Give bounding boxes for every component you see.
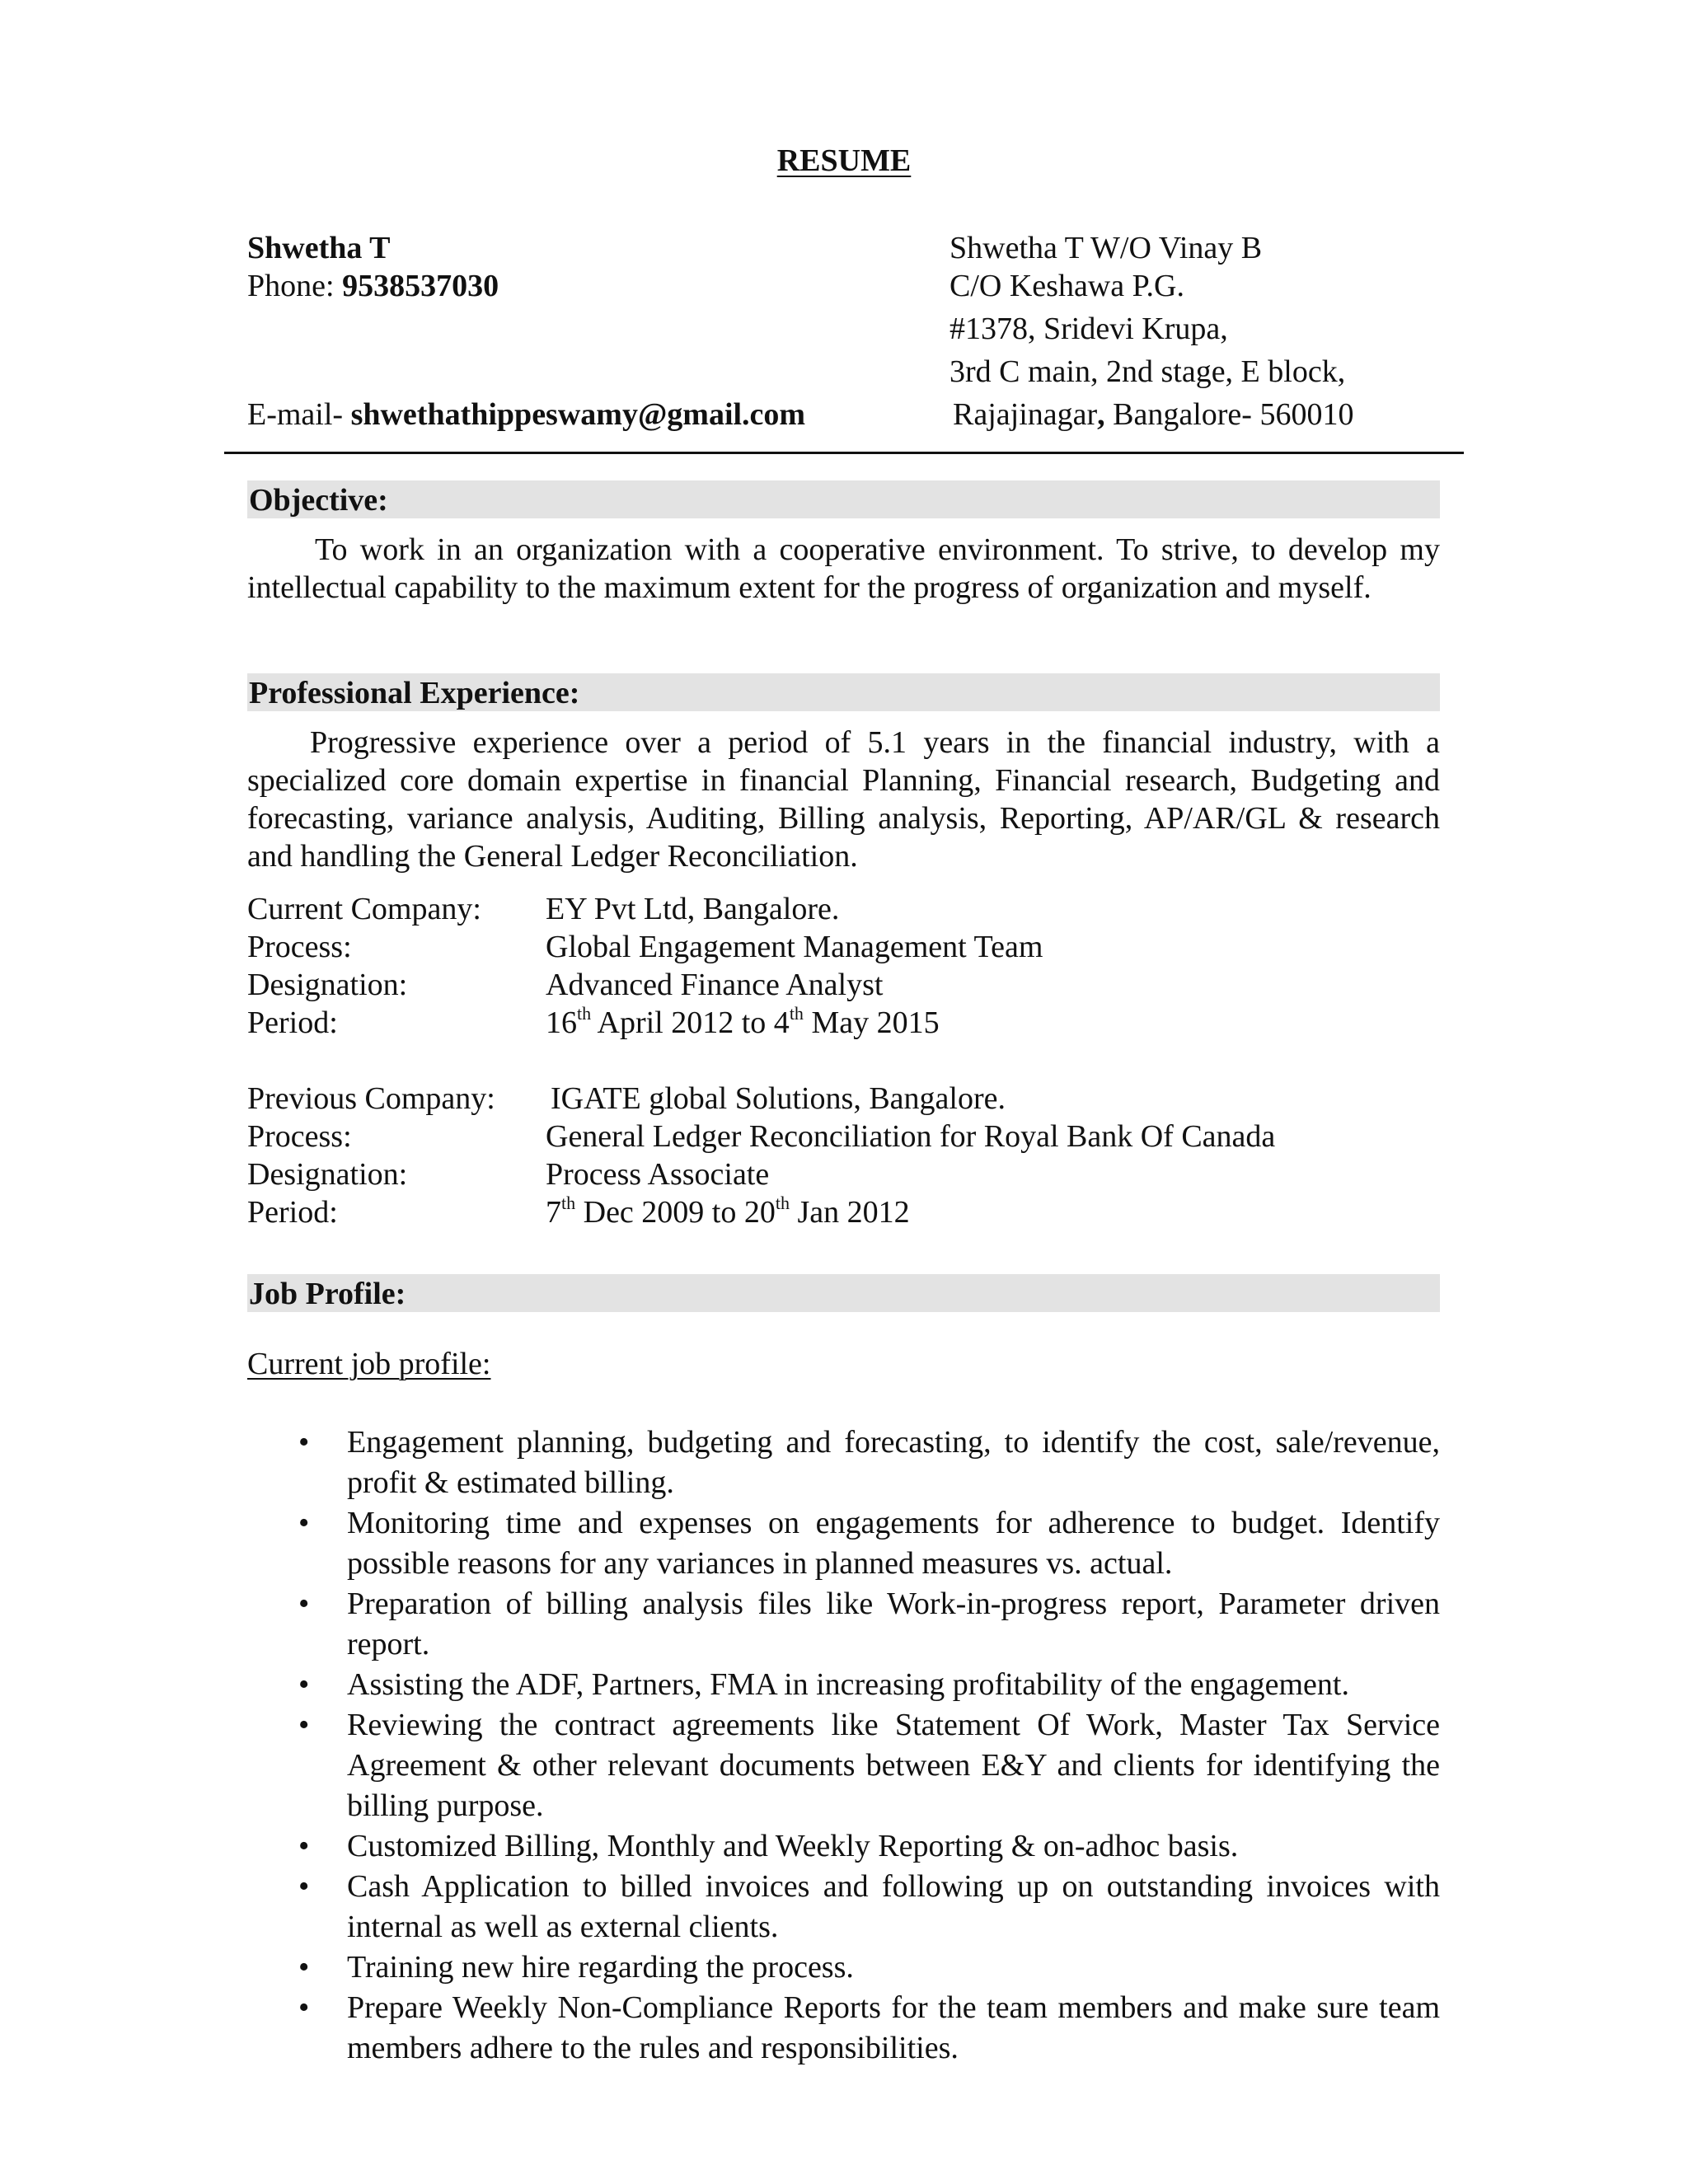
job-profile-item (247, 1705, 1440, 1826)
job-profile-item-text: Cash Application to billed invoices and following up on outstanding invoices with internal as well as external clients. (347, 1869, 1440, 1944)
objective-heading: Objective: (249, 483, 388, 518)
job-profile-item (247, 1584, 1440, 1665)
job-profile-item (247, 1867, 1440, 1947)
job-profile-section-bar (247, 1274, 1440, 1312)
current-designation-value: Advanced Finance Analyst (546, 968, 884, 1002)
current-period-value: 16th April 2012 to 4th May 2015 (546, 1003, 940, 1040)
header-divider (224, 452, 1464, 454)
page-title: RESUME (776, 143, 912, 178)
objective-text: To work in an organization with a cooperative environment. To strive, to develop my intellectual capability to the maximum extent for the progress of organization and myself. (247, 532, 1440, 605)
address-city: Rajajinagar (953, 397, 1098, 432)
current-period-label: Period: (247, 1005, 338, 1040)
job-profile-item (247, 1422, 1440, 1503)
job-profile-item-text: Monitoring time and expenses on engagements for adherence to budget. Identify possible reasons for any variances in planned measures vs. actual. (347, 1506, 1440, 1581)
address-separator: , (1097, 397, 1105, 432)
job-profile-item-text: Preparation of billing analysis files like Work-in-progress report, Parameter driven report. (347, 1586, 1440, 1661)
job-profile-heading: Job Profile: (249, 1277, 406, 1311)
job-profile-item (247, 1947, 1440, 1988)
bullet-dot: • (298, 1425, 310, 1460)
candidate-name: Shwetha T (247, 231, 391, 265)
job-profile-item-text: Customized Billing, Monthly and Weekly Reporting & on-adhoc basis. (347, 1829, 1239, 1863)
current-company-value: EY Pvt Ltd, Bangalore. (546, 892, 840, 926)
phone-line (247, 267, 499, 305)
job-profile-item (247, 1503, 1440, 1584)
phone-number: 9538537030 (342, 269, 499, 303)
previous-company-row (247, 1080, 1006, 1118)
address-line-4: 3rd C main, 2nd stage, E block, (950, 354, 1346, 389)
previous-designation-value: Process Associate (546, 1157, 770, 1192)
phone-label: Phone: (247, 269, 343, 303)
job-profile-item-text: Assisting the ADF, Partners, FMA in increasing profitability of the engagement. (347, 1667, 1349, 1702)
previous-company-value: IGATE global Solutions, Bangalore. (551, 1081, 1006, 1116)
current-company-label: Current Company: (247, 892, 481, 926)
bullet-dot: • (298, 1950, 310, 1985)
email-label: E-mail- (247, 397, 351, 432)
current-job-profile-subheading: Current job profile: (247, 1347, 491, 1381)
previous-designation-label: Designation: (247, 1157, 408, 1192)
email-line (247, 396, 805, 434)
previous-designation-row (247, 1155, 769, 1193)
experience-heading: Professional Experience: (249, 676, 580, 710)
job-profile-item-text: Engagement planning, budgeting and forecasting, to identify the cost, sale/revenue, profit & estimated billing. (347, 1425, 1440, 1500)
previous-period-value: 7th Dec 2009 to 20th Jan 2012 (546, 1193, 910, 1230)
current-process-value: Global Engagement Management Team (546, 930, 1043, 964)
experience-section-bar (247, 673, 1440, 711)
previous-process-value: General Ledger Reconciliation for Royal Bank Of Canada (546, 1119, 1276, 1154)
bullet-dot: • (298, 1586, 310, 1621)
job-profile-item-text: Prepare Weekly Non-Compliance Reports for the team members and make sure team members adhere to the rules and responsibilities. (347, 1990, 1440, 2065)
previous-company-label: Previous Company: (247, 1081, 495, 1116)
bullet-dot: • (298, 1708, 310, 1742)
previous-process-label: Process: (247, 1119, 352, 1154)
previous-period-label: Period: (247, 1195, 338, 1230)
job-profile-item-text: Reviewing the contract agreements like Statement Of Work, Master Tax Service Agreement & other relevant documents between E&Y and clients for identifying the billing purpose. (347, 1708, 1440, 1823)
bullet-dot: • (298, 1869, 310, 1904)
job-profile-item (247, 1826, 1440, 1867)
job-profile-item (247, 1988, 1440, 2069)
experience-summary: Progressive experience over a period of 5.1 years in the financial industry, with a specialized core domain expertise in financial Planning, Financial research, Budgeting and forecasting, variance analysis, Auditing, Billing analysis, Reporting, AP/AR/GL & research and handling the General Ledger Reconciliation. (247, 725, 1440, 874)
bullet-dot: • (298, 1506, 310, 1540)
bullet-dot: • (298, 1829, 310, 1863)
address-line-3: #1378, Sridevi Krupa, (950, 312, 1228, 346)
job-profile-list (247, 1422, 1440, 2069)
current-process-label: Process: (247, 930, 352, 964)
current-designation-row (247, 966, 883, 1004)
address-line-5 (953, 396, 1353, 434)
job-profile-item (247, 1665, 1440, 1705)
bullet-dot: • (298, 1667, 310, 1702)
email-address: shwethathippeswamy@gmail.com (350, 397, 806, 432)
objective-section-bar (247, 480, 1440, 518)
current-process-row (247, 928, 1043, 966)
bullet-dot: • (298, 1990, 310, 2025)
current-period-row (247, 1004, 940, 1042)
address-rest: Bangalore- 560010 (1104, 397, 1354, 432)
previous-process-row (247, 1118, 1275, 1155)
address-line-1: Shwetha T W/O Vinay B (950, 231, 1263, 265)
job-profile-item-text: Training new hire regarding the process. (347, 1950, 854, 1985)
address-line-2: C/O Keshawa P.G. (950, 269, 1184, 303)
previous-period-row (247, 1193, 910, 1231)
current-designation-label: Designation: (247, 968, 408, 1002)
current-company-row (247, 890, 839, 928)
